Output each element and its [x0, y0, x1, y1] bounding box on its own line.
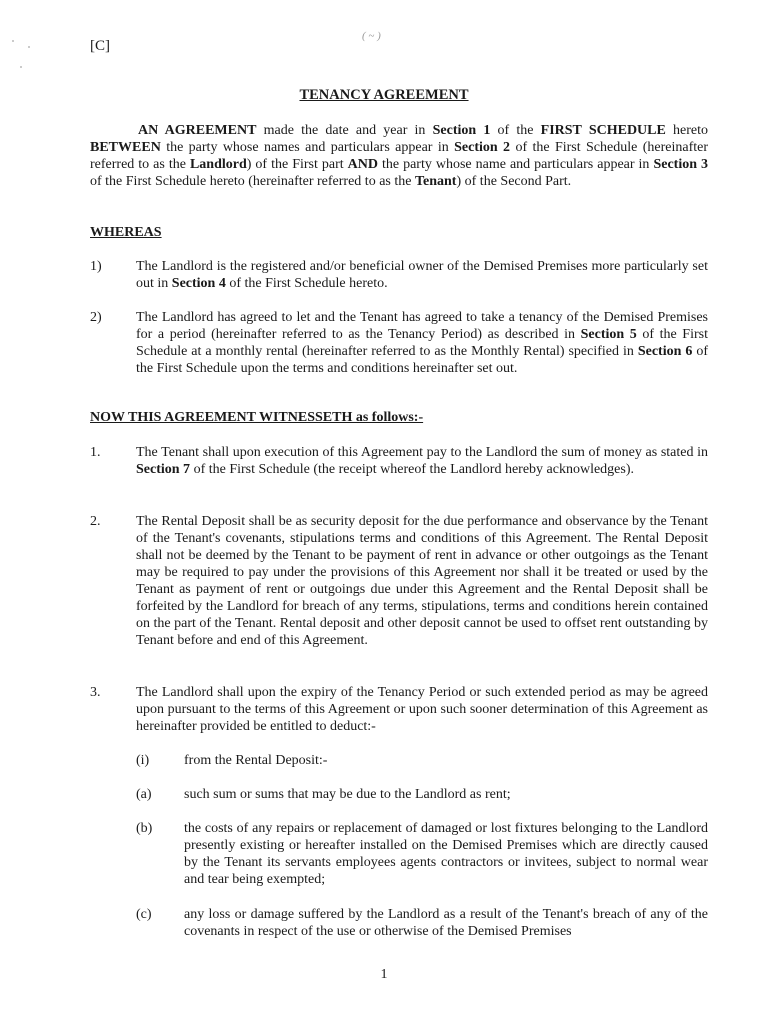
recital-1-text — [136, 258, 708, 292]
bold-term: Section 6 — [637, 344, 693, 359]
clause-number: 3. — [90, 685, 101, 700]
text-run: made the date and year in — [256, 123, 433, 138]
text-run: hereto — [665, 123, 709, 138]
sub-item-number: (c) — [136, 907, 152, 922]
bold-term: Section 7 — [136, 462, 191, 477]
witnesseth-heading: NOW THIS AGREEMENT WITNESSETH as follows:- — [90, 410, 424, 425]
text-run: The Landlord is the registered and/or beneficial owner of the Demised Premises more particularly set out in — [136, 259, 708, 291]
text-run: ) of the Second Part. — [456, 174, 572, 189]
intro-paragraph — [90, 122, 708, 190]
bold-term: Landlord — [189, 157, 247, 172]
bold-term: Section 4 — [171, 276, 226, 291]
text-run: The Landlord shall upon the expiry of the Tenancy Period or such extended period as may be agreed upon pursuant to the terms of this Agreement or upon such sooner determination of this Agreement as hereinafter provided be entitled to deduct:- — [136, 685, 708, 734]
sub-item-number: (i) — [136, 753, 150, 768]
bold-term: Section 5 — [580, 327, 637, 342]
bold-term: AN AGREEMENT — [138, 123, 257, 138]
recital-number: 2) — [90, 310, 102, 325]
text-run: of the First Schedule at a monthly rental (hereinafter referred to as the Monthly Rental) specified in — [136, 327, 708, 359]
corner-label: [C] — [90, 38, 110, 54]
clause-number: 1. — [90, 445, 101, 460]
bold-term: Section 2 — [454, 140, 511, 155]
clause-number: 2. — [90, 514, 101, 529]
text-run: ) of the First part — [246, 157, 348, 172]
clause-2-text — [136, 513, 708, 649]
text-run: of the First Schedule hereto (hereinafter referred to as the — [90, 174, 415, 189]
bold-term: AND — [347, 157, 378, 172]
recital-number: 1) — [90, 259, 102, 274]
whereas-heading: WHEREAS — [90, 225, 162, 240]
sub-item-number: (a) — [136, 787, 152, 802]
text-run: the party whose name and particulars appear in — [377, 157, 654, 172]
text-run: the party whose names and particulars appear in — [160, 140, 455, 155]
bold-term: FIRST SCHEDULE — [540, 123, 666, 138]
text-run: The Landlord has agreed to let and the Tenant has agreed to take a tenancy of the Demised Premises for a period (hereinafter referred to as the Tenancy Period) as described in — [136, 310, 708, 342]
sub-item-text: such sum or sums that may be due to the Landlord as rent; — [184, 787, 511, 802]
handwritten-mark: ( ~ ) — [362, 30, 381, 42]
page-number: 1 — [380, 967, 388, 982]
clause-3-text — [136, 684, 708, 735]
document-title: TENANCY AGREEMENT — [299, 87, 469, 103]
text-run: of the — [490, 123, 541, 138]
clause-1-text — [136, 444, 708, 478]
text-run: of the First Schedule (hereinafter referred to as the — [90, 140, 708, 172]
text-run: The Tenant shall upon execution of this Agreement pay to the Landlord the sum of money as stated in — [136, 445, 708, 460]
text-run: The Rental Deposit shall be as security deposit for the due performance and observance by the Tenant of the Tenant's covenants, stipulations terms and conditions of this Agreement. The Rental Deposit shall not be deemed by the Tenant to be payment of rent in advance or other outgoings as the Tenant may be required to pay under the provisions of this Agreement nor shall it be treated or used by the Tenant as payment of rent or outgoings due under this Agreement and the Rental Deposit shall be forfeited by the Landlord for breach of any terms, stipulations, terms and conditions herein contained on the part of the Tenant. Rental deposit and other deposit cannot be used to offset rent outstanding by Tenant before and end of this Agreement. — [136, 514, 708, 648]
sub-item-text: from the Rental Deposit:- — [184, 753, 328, 768]
sub-item-text: the costs of any repairs or replacement of damaged or lost fixtures belonging to the Landlord presently existing or hereafter installed on the Demised Premises which are directly caused by the Tenant its servants employees agents contractors or invitees, subject to normal wear and tear being exempted; — [184, 821, 708, 887]
recital-2-text — [136, 309, 708, 377]
bold-term: Section 3 — [653, 157, 708, 172]
text-run: of the First Schedule upon the terms and conditions hereinafter set out. — [136, 344, 708, 376]
sub-item-number: (b) — [136, 821, 153, 836]
sub-item-text: any loss or damage suffered by the Landlord as a result of the Tenant's breach of any of the covenants in respect of the use or otherwise of the Demised Premises — [184, 907, 708, 939]
bold-term: Section 1 — [432, 123, 491, 138]
bold-term: Tenant — [414, 174, 457, 189]
scan-speckles — [8, 36, 38, 76]
text-run: of the First Schedule (the receipt whereof the Landlord hereby acknowledges). — [190, 462, 635, 477]
bold-term: BETWEEN — [90, 140, 161, 155]
text-run: of the First Schedule hereto. — [225, 276, 388, 291]
